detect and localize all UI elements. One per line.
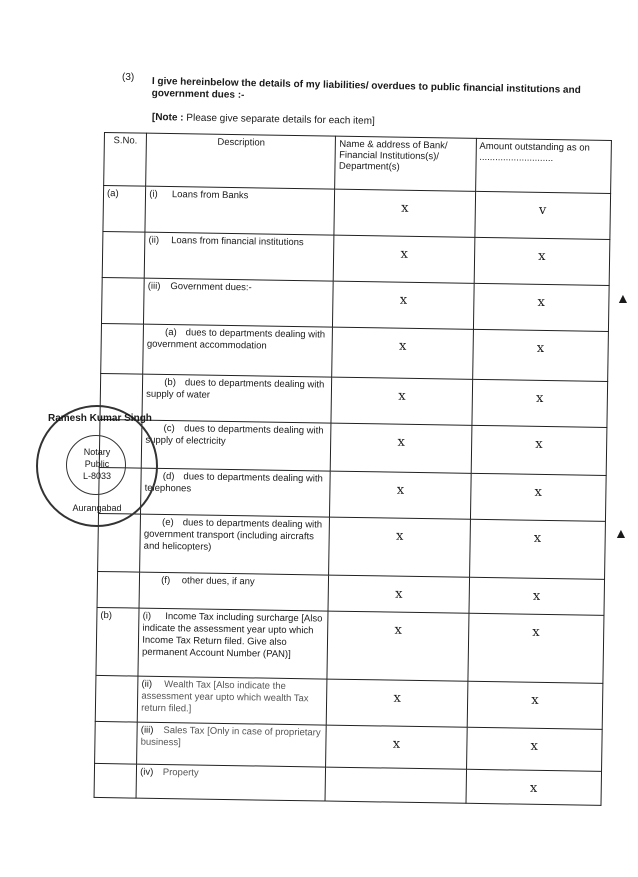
cell-sno: (a): [103, 186, 146, 233]
table-row: [95, 675, 603, 729]
cell-description: [140, 514, 330, 575]
row-description: Property: [160, 766, 199, 779]
note-line: [152, 112, 375, 127]
cell-description: [143, 324, 333, 377]
cell-name-address: x: [334, 235, 475, 283]
notary-stamp: [36, 405, 158, 527]
row-description: dues to departments dealing with telephones: [144, 471, 323, 495]
row-description: other dues, if any: [179, 575, 255, 588]
row-subnumber: (iii): [140, 724, 154, 736]
row-description: dues to departments dealing with supply of electricity: [145, 423, 324, 447]
cell-amount: x: [474, 237, 610, 285]
cell-name-address: x: [327, 679, 468, 727]
row-subnumber: (c): [163, 422, 175, 435]
section-number: (3): [122, 72, 135, 83]
note-text: Please give separate details for each item]: [186, 112, 375, 127]
cell-amount: x: [469, 577, 605, 615]
stamp-line2: Public: [84, 459, 110, 469]
cell-amount: x: [469, 519, 605, 579]
cell-description: [144, 278, 334, 327]
cell-sno: [102, 231, 145, 278]
row-description: dues to departments dealing with government transport (including aircrafts and helicopters): [143, 517, 323, 553]
cell-description: [137, 676, 327, 725]
cell-sno: [95, 721, 138, 764]
edge-scan-mark: ▲: [616, 290, 630, 306]
header-sno: S.No.: [104, 133, 147, 187]
cell-amount: x: [466, 727, 602, 771]
cell-description: [142, 374, 332, 423]
cell-amount: x: [468, 613, 604, 683]
row-subnumber: (a): [164, 326, 177, 339]
cell-name-address: x: [326, 725, 467, 769]
row-description: dues to departments dealing with supply of water: [146, 377, 325, 401]
table-row: [100, 373, 608, 427]
table-header-row: [104, 133, 612, 194]
cell-amount: v: [475, 191, 611, 239]
cell-sno: [97, 571, 140, 608]
row-description: Government dues:-: [167, 281, 252, 294]
cell-name-address: [326, 767, 467, 803]
cell-name-address: x: [331, 423, 472, 473]
header-name-address: Name & address of Bank/ Financial Institutions(s)/ Department(s): [335, 136, 476, 191]
row-description: Wealth Tax [Also indicate the assessment year upto which wealth Tax return filed.]: [141, 678, 309, 715]
cell-sno: [95, 675, 138, 722]
note-prefix: [Note :: [151, 112, 184, 124]
table-row: [98, 513, 606, 579]
row-description: dues to departments dealing with government accommodation: [146, 327, 326, 352]
cell-sno: [94, 763, 137, 798]
stamp-line1: Notary: [83, 447, 111, 457]
row-subnumber: (e): [162, 516, 174, 529]
table-row: [102, 231, 610, 285]
cell-description: [141, 468, 331, 517]
row-subnumber: (b): [164, 376, 177, 389]
row-subnumber: (i): [142, 610, 152, 622]
table-row: [101, 323, 609, 381]
cell-description: [141, 420, 331, 471]
table-row: [96, 607, 604, 683]
header-description: Description: [146, 133, 336, 189]
cell-description: [144, 232, 334, 281]
cell-sno: [101, 277, 144, 324]
cell-description: [136, 764, 326, 801]
row-description: Sales Tax [Only in case of proprietary business]: [140, 724, 321, 749]
cell-amount: x: [472, 379, 608, 427]
intro-text: I give hereinbelow the details of my liabilities/ overdues to public financial institutions and government dues :-: [151, 76, 581, 101]
cell-description: [139, 572, 329, 611]
table-body: [94, 186, 611, 806]
stamp-ring-text: Ramesh Kumar Singh: [48, 413, 152, 424]
table-row: [103, 186, 611, 240]
row-subnumber: (f): [161, 574, 171, 587]
cell-name-address: x: [333, 281, 474, 329]
cell-amount: x: [467, 681, 603, 729]
cell-amount: x: [471, 425, 607, 475]
cell-amount: x: [466, 769, 602, 805]
cell-name-address: x: [329, 517, 470, 577]
cell-name-address: x: [330, 471, 471, 519]
stamp-bottom: Aurangabad: [72, 503, 122, 513]
cell-name-address: x: [331, 377, 472, 425]
cell-sno: (b): [96, 607, 139, 676]
cell-name-address: x: [328, 575, 469, 613]
row-subnumber: (ii): [141, 678, 153, 690]
row-description: Income Tax including surcharge [Also indicate the assessment year upto which Income Tax Return filed. Give also permanent Account Number (PAN)]: [141, 610, 323, 660]
header-amount: Amount outstanding as on ............................: [475, 138, 611, 193]
cell-amount: x: [472, 329, 608, 381]
table-row: [101, 277, 609, 331]
table-row: [94, 763, 601, 805]
cell-description: [138, 608, 328, 679]
edge-scan-mark: ▲: [614, 525, 628, 541]
row-subnumber: (ii): [148, 234, 160, 246]
row-subnumber: (d): [162, 470, 175, 483]
cell-name-address: x: [334, 189, 475, 237]
cell-name-address: x: [327, 611, 468, 681]
cell-name-address: x: [332, 327, 473, 379]
cell-description: [145, 186, 335, 235]
row-description: Loans from financial institutions: [168, 235, 304, 249]
stamp-line3: L-8033: [82, 471, 112, 481]
cell-amount: x: [473, 283, 609, 331]
table-row: [99, 467, 607, 521]
row-subnumber: (iv): [140, 766, 154, 778]
row-description: Loans from Banks: [169, 189, 249, 202]
cell-amount: x: [470, 473, 606, 521]
cell-sno: [101, 323, 144, 374]
row-subnumber: (iii): [147, 280, 161, 292]
cell-description: [137, 722, 327, 767]
row-subnumber: (i): [149, 188, 158, 200]
liabilities-table: [94, 132, 612, 806]
table-row: [99, 419, 607, 475]
